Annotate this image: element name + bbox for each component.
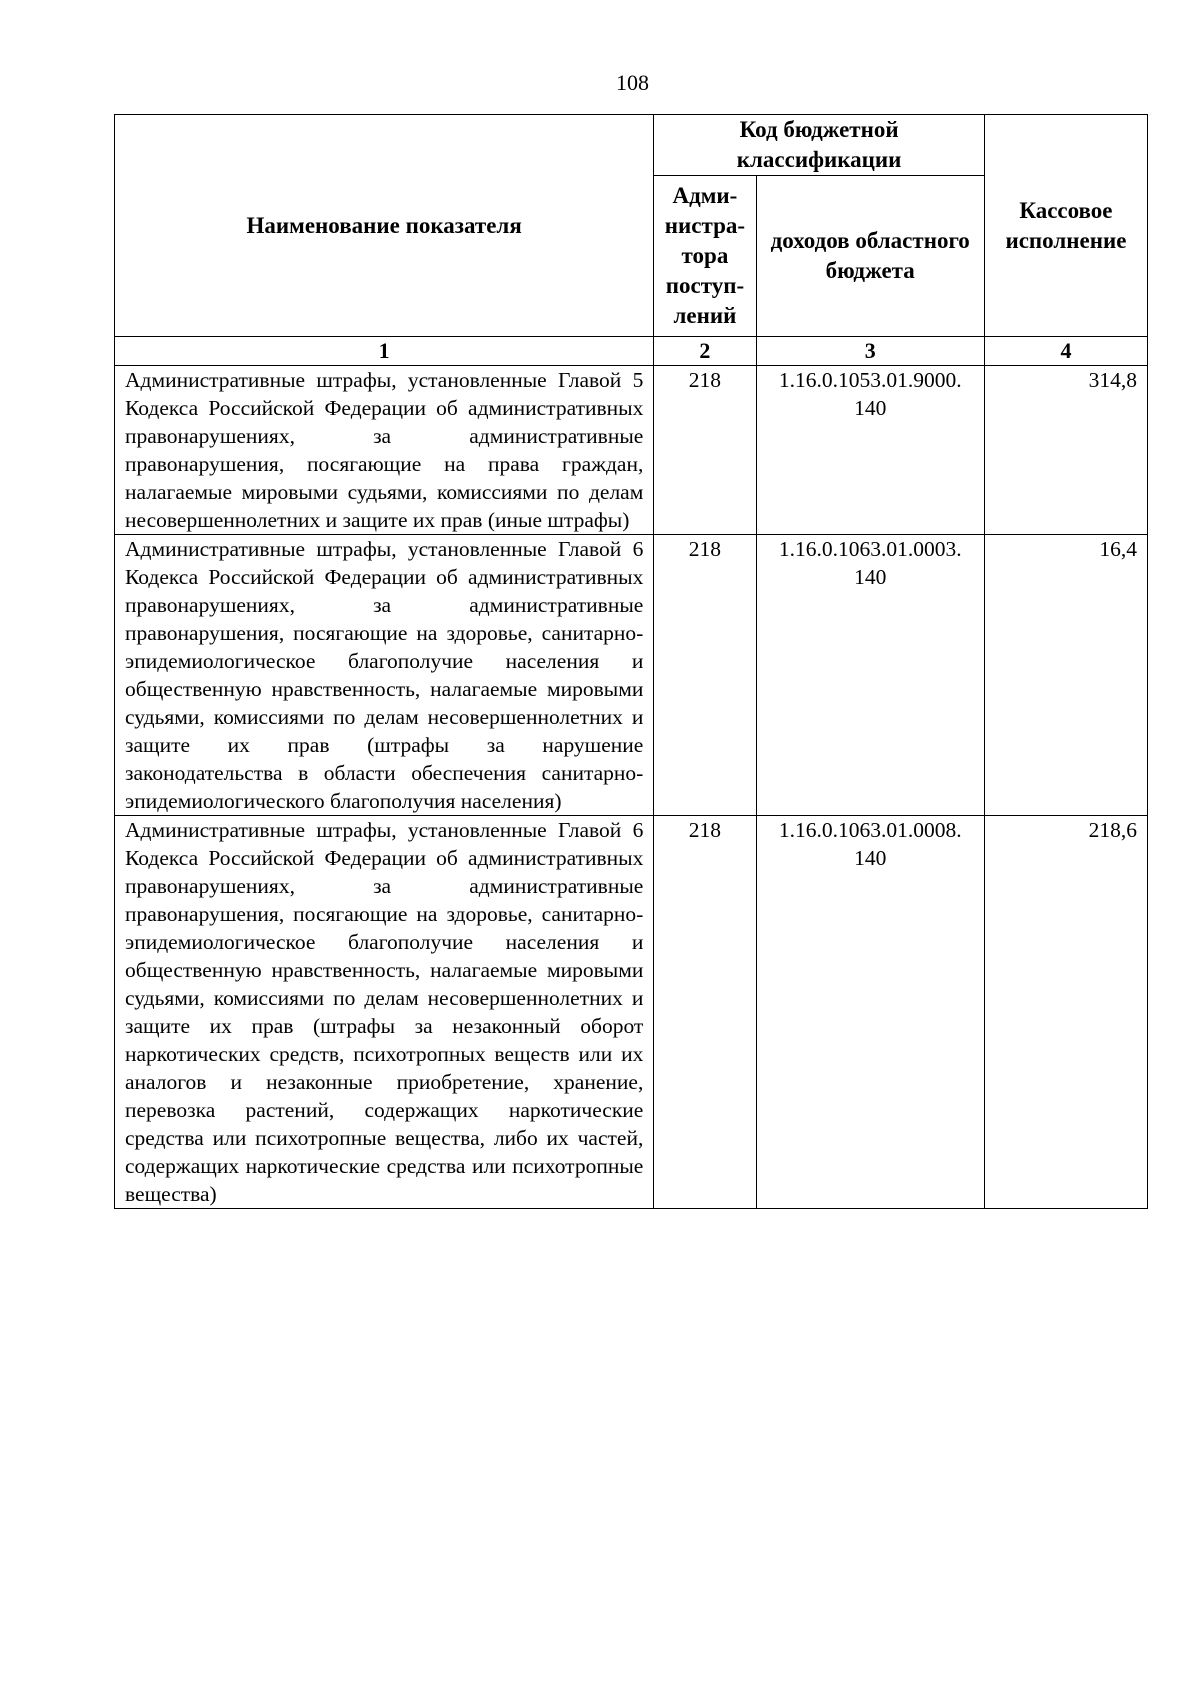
indicator-name: Административные штрафы, установленные Главой 6 Кодекса Российской Федерации об административных правонарушениях, за административные правонарушения, посягающие на здоровье, санитарно-эпидемиологическое благополучие населения и общественную нравственность, налагаемые мировыми судьями, комиссиями по делам несовершеннолетних и защите их прав (штрафы за нарушение законодательства в области обеспечения санитарно-эпидемиологического благополучия населения) [115,535,654,816]
page-number: 108 [616,70,649,95]
column-number: 4 [984,337,1147,366]
indicator-name: Административные штрафы, установленные Главой 6 Кодекса Российской Федерации об административных правонарушениях, за административные правонарушения, посягающие на здоровье, санитарно-эпидемиологическое благополучие населения и общественную нравственность, налагаемые мировыми судьями, комиссиями по делам несовершеннолетних и защите их прав (штрафы за незаконный оборот наркотических средств, психотропных веществ или их аналогов и незаконные приобретение, хранение, перевозка растений, содержащих наркотические средства или психотропные вещества, либо их частей, содержащих наркотические средства или психотропные вещества) [115,816,654,1209]
table-row [115,816,1148,1209]
execution-value: 218,6 [984,816,1147,1209]
header-row-top [115,115,1148,176]
header-income: доходов областного бюджета [756,176,984,337]
column-number: 1 [115,337,654,366]
column-number-row [115,337,1148,366]
execution-value: 16,4 [984,535,1147,816]
header-name: Наименование показателя [115,115,654,337]
budget-table [114,114,1148,1209]
column-number: 2 [654,337,756,366]
column-number: 3 [756,337,984,366]
execution-value: 314,8 [984,366,1147,535]
table-row [115,366,1148,535]
table-row [115,535,1148,816]
income-code: 1.16.0.1053.01.9000. 140 [756,366,984,535]
header-admin: Адми-нистра-тора поступ-лений [654,176,756,337]
admin-code: 218 [654,366,756,535]
admin-code: 218 [654,816,756,1209]
indicator-name: Административные штрафы, установленные Главой 5 Кодекса Российской Федерации об административных правонарушениях, за административные правонарушения, посягающие на права граждан, налагаемые мировыми судьями, комиссиями по делам несовершеннолетних и защите их прав (иные штрафы) [115,366,654,535]
header-execution: Кассовое исполнение [984,115,1147,337]
header-code-group: Код бюджетной классификации [654,115,985,176]
admin-code: 218 [654,535,756,816]
income-code: 1.16.0.1063.01.0003. 140 [756,535,984,816]
income-code: 1.16.0.1063.01.0008. 140 [756,816,984,1209]
